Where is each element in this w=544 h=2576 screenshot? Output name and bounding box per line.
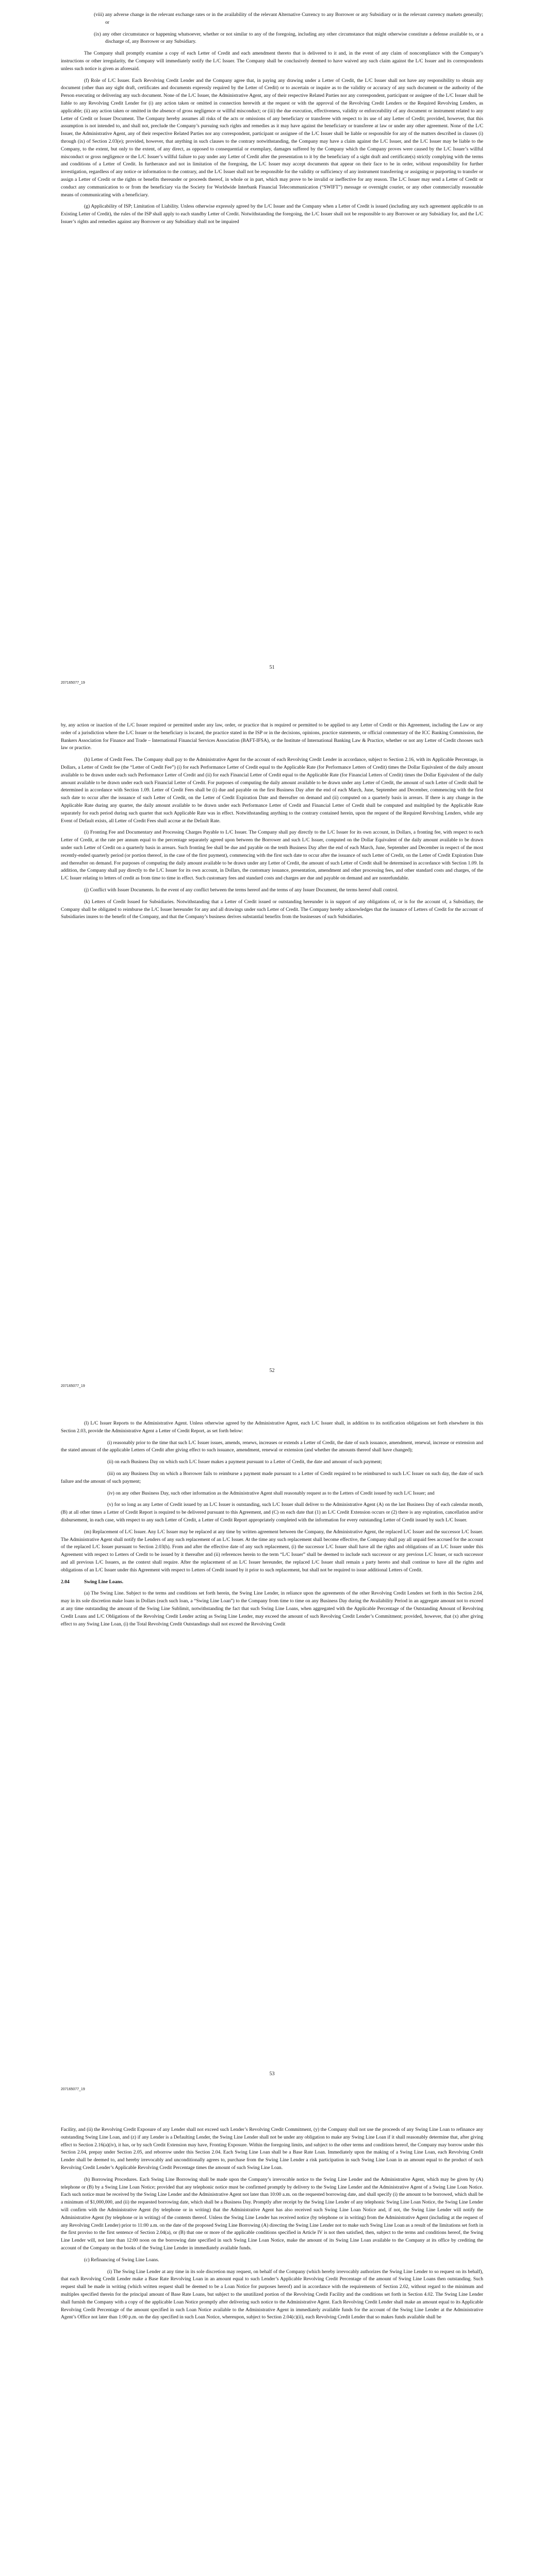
paragraph: (l) L/C Issuer Reports to the Administrative Agent. Unless otherwise agreed by the Administrative Agent, each L/C Issuer shall, in addition to its notification obligations set forth elsewhere in this Section 2.03, provide the Administrative Agent a Letter of Credit Report, as set forth below: — [61, 1420, 483, 1434]
page-body — [61, 11, 483, 230]
page-body — [61, 1420, 483, 1632]
paragraph: (m) Replacement of L/C Issuer. Any L/C Issuer may be replaced at any time by written agreement between the Company, the Administrative Agent, the replaced L/C Issuer and the successor L/C Issuer. The Administrative Agent shall notify the Lenders of any such replacement of an L/C Issuer. At the time any such replacement shall become effective, the Company shall pay all unpaid fees accrued for the account of the replaced L/C Issuer pursuant to Section 2.03(h). From and after the effective date of any such replacement, (i) the successor L/C Issuer shall have all the rights and obligations of an L/C Issuer under this Agreement with respect to Letters of Credit to be issued by it thereafter and (ii) references herein to the term “L/C Issuer” shall be deemed to include such successor or any previous L/C Issuer, or such successor and all previous L/C Issuers, as the context shall require. After the replacement of an L/C Issuer hereunder, the replaced L/C Issuer shall remain a party hereto and shall continue to have all the rights and obligations of an L/C Issuer under this Agreement with respect to Letters of Credit issued by it prior to such replacement, but shall not be required to issue additional Letters of Credit. — [61, 1529, 483, 1573]
page-number: 52 — [269, 1368, 275, 1374]
page-body — [61, 722, 483, 925]
paragraph: (iii) on any Business Day on which a Borrower fails to reimburse a payment made pursuant to a Letter of Credit required to be reimbursed to such L/C Issuer on such day, the date of such failure and the amount of such payment; — [61, 1470, 483, 1484]
page-body — [61, 2126, 483, 2326]
paragraph: (a) The Swing Line. Subject to the terms and conditions set forth herein, the Swing Line Lender, in reliance upon the agreements of the other Revolving Credit Lenders set forth in this Section 2.04, may in its sole discretion make loans in Dollars (each such loan, a “Swing Line Loan”) to the Company from time to time on any Business Day during the Availability Period in an aggregate amount not to exceed at any time outstanding the amount of the Swing Line Sublimit, notwithstanding the fact that such Swing Line Loans, when aggregated with the Applicable Percentage of the Outstanding Amount of Revolving Credit Loans and L/C Obligations of the Revolving Credit Lender acting as Swing Line Lender, may exceed the amount of such Revolving Credit Lender’s Commitment; provided, however, that (x) after giving effect to any Swing Line Loan, (i) the Total Revolving Credit Outstandings shall not exceed the Revolving Credit — [61, 1590, 483, 1627]
page-number: 51 — [269, 665, 275, 670]
paragraph: (ix) any other circumstance or happening whatsoever, whether or not similar to any of the foregoing, including any other circumstance that might otherwise constitute a defense available to, or a discharge of, any Borrower or any Subsidiary. — [94, 31, 483, 45]
page-52 — [0, 703, 544, 1406]
paragraph: (iv) on any other Business Day, such other information as the Administrative Agent shall reasonably request as to the Letters of Credit issued by such L/C Issuer; and — [107, 1490, 435, 1496]
paragraph: by, any action or inaction of the L/C Issuer required or permitted under any law, order, or practice that is required or permitted to be applied to any Letter of Credit or this Agreement, including the Law or any order of a jurisdiction where the L/C Issuer or the beneficiary is located, the practice stated in the ISP or in the decisions, opinions, practice statements, or official commentary of the ICC Banking Commission, the Bankers Association for Finance and Trade – International Financial Services Association (BAFT-IFSA), or the Institute of International Banking Law & Practice, whether or not any Letter of Credit chooses such law or practice. — [61, 722, 483, 751]
paragraph: (k) Letters of Credit Issued for Subsidiaries. Notwithstanding that a Letter of Credit issued or outstanding hereunder is in support of any obligations of, or is for the account of, a Subsidiary, the Company shall be obligated to reimburse the L/C Issuer hereunder for any and all drawings under such Letter of Credit. The Company hereby acknowledges that the issuance of Letters of Credit for the account of Subsidiaries inures to the benefit of the Company, and that the Company’s business derives substantial benefits from the businesses of such Subsidiaries. — [61, 899, 483, 920]
section-number: 2.04 — [61, 1579, 70, 1585]
document-id: 207165077_19 — [61, 1384, 85, 1388]
paragraph: (v) for so long as any Letter of Credit issued by an L/C Issuer is outstanding, such L/C Issuer shall deliver to the Administrative Agent (A) on the last Business Day of each calendar month, (B) at all other times a Letter of Credit Report is required to be delivered pursuant to this Agreement, and (C) on each date that (1) an L/C Credit Extension occurs or (2) there is any expiration, cancellation and/or disbursement, in each case, with respect to any such Letter of Credit, a Letter of Credit Report appropriately completed with the information for every outstanding Letter of Credit issued by such L/C Issuer. — [61, 1502, 483, 1523]
document-id: 207165077_19 — [61, 2088, 85, 2091]
paragraph: (i) Fronting Fee and Documentary and Processing Charges Payable to L/C Issuer. The Company shall pay directly to the L/C Issuer for its own account, in Dollars, a fronting fee, with respect to each Letter of Credit, at the rate per annum equal to the percentage separately agreed upon between the Borrower and such L/C Issuer, computed on the Dollar Equivalent of the daily amount available to be drawn under such Letter of Credit on a quarterly basis in arrears. Such fronting fee shall be due and payable on the tenth Business Day after the end of each March, June, September and December in respect of the most recently-ended quarterly period (or portion thereof, in the case of the first payment), commencing with the first such date to occur after the issuance of such Letter of Credit, on the Letter of Credit Expiration Date and thereafter on demand. For purposes of computing the daily amount available to be drawn under any Letter of Credit, the amount of such Letter of Credit shall be determined in accordance with Section 1.09. In addition, the Company shall pay directly to the L/C Issuer for its own account, in Dollars, the customary issuance, presentation, amendment and other processing fees, and other standard costs and charges, of the L/C Issuer relating to letters of credit as from time to time in effect. Such customary fees and standard costs and charges are due and payable on demand and are nonrefundable. — [61, 829, 483, 882]
page-51 — [0, 0, 544, 703]
page-54 — [0, 2110, 544, 2576]
section-title: Swing Line Loans. — [84, 1579, 123, 1585]
document-id: 207165077_19 — [61, 681, 85, 685]
page-number: 53 — [269, 2071, 275, 2077]
section-heading — [61, 1579, 483, 1586]
paragraph: The Company shall promptly examine a copy of each Letter of Credit and each amendment thereto that is delivered to it and, in the event of any claim of noncompliance with the Company’s instructions or other irregularity, the Company will immediately notify the L/C Issuer. The Company shall be conclusively deemed to have waived any such claim against the L/C Issuer and its correspondents unless such notice is given as aforesaid. — [61, 50, 483, 72]
paragraph: (h) Letter of Credit Fees. The Company shall pay to the Administrative Agent for the account of each Revolving Credit Lender in accordance, subject to Section 2.16, with its Applicable Percentage, in Dollars, a Letter of Credit fee (the “Letter of Credit Fee”) (i) for each Performance Letter of Credit equal to the Applicable Rate (for Performance Letters of Credit) times the Dollar Equivalent of the daily amount available to be drawn under each such Performance Letter of Credit and (ii) for each Financial Letter of Credit equal to the Applicable Rate (for Financial Letters of Credit) times the Dollar Equivalent of the daily amount available to be drawn under each such Financial Letter of Credit. For purposes of computing the daily amount available to be drawn under any Letter of Credit, the amount of such Letter of Credit shall be determined in accordance with Section 1.09. Letter of Credit Fees shall be (i) due and payable on the first Business Day after the end of each March, June, September and December, commencing with the first such date to occur after the issuance of such Letter of Credit, on the Letter of Credit Expiration Date and thereafter on demand and (ii) computed on a quarterly basis in arrears. If there is any change in the Applicable Rate during any quarter, the daily amount available to be drawn under each Performance Letter of Credit and Financial Letter of Credit shall be computed and multiplied by the Applicable Rate separately for each period during such quarter that such Applicable Rate was in effect. Notwithstanding anything to the contrary contained herein, upon the request of the Required Revolving Lenders, while any Event of Default exists, all Letter of Credit Fees shall accrue at the Default Rate. — [61, 757, 483, 824]
paragraph: Facility, and (ii) the Revolving Credit Exposure of any Lender shall not exceed such Lender’s Revolving Credit Commitment, (y) the Company shall not use the proceeds of any Swing Line Loan to refinance any outstanding Swing Line Loan, and (z) if any Lender is a Defaulting Lender, the Swing Line Lender shall not be under any obligation to make any Swing Line Loan if it shall reasonably determine that, after giving effect to Section 2.16(a)(iv), it has, or by such Credit Extension may have, Fronting Exposure. Within the foregoing limits, and subject to the other terms and conditions hereof, the Company may borrow under this Section 2.04, prepay under Section 2.05, and reborrow under this Section 2.04. Each Swing Line Loan shall be a Base Rate Loan. Immediately upon the making of a Swing Line Loan, each Revolving Credit Lender shall be deemed to, and hereby irrevocably and unconditionally agrees to, purchase from the Swing Line Lender a risk participation in such Swing Line Loan in an amount equal to the product of such Revolving Credit Lender’s Applicable Revolving Credit Percentage times the amount of such Swing Line Loan. — [61, 2127, 483, 2171]
paragraph: (ii) on each Business Day on which such L/C Issuer makes a payment pursuant to a Letter of Credit, the date and amount of such payment; — [107, 1459, 382, 1465]
page-53 — [0, 1406, 544, 2110]
paragraph: (i) The Swing Line Lender at any time in its sole discretion may request, on behalf of the Company (which hereby irrevocably authorizes the Swing Line Lender to so request on its behalf), that each Revolving Credit Lender make a Base Rate Revolving Loan in an amount equal to such Lender’s Applicable Revolving Credit Percentage of the amount of Swing Line Loans then outstanding. Such request shall be made in writing (which written request shall be deemed to be a Loan Notice for purposes hereof) and in accordance with the requirements of Section 2.02, without regard to the minimum and multiples specified therein for the principal amount of Base Rate Loans, but subject to the unutilized portion of the Revolving Credit Facility and the conditions set forth in Section 4.02. The Swing Line Lender shall furnish the Company with a copy of the applicable Loan Notice promptly after delivering such notice to the Administrative Agent. Each Revolving Credit Lender shall make an amount equal to its Applicable Revolving Credit Percentage of the amount specified in such Loan Notice available to the Administrative Agent in immediately available funds for the account of the Swing Line Lender at the Administrative Agent’s Office not later than 1:00 p.m. on the day specified in such Loan Notice, whereupon, subject to Section 2.04(c)(ii), each Revolving Credit Lender that so makes funds available shall be — [61, 2268, 483, 2320]
paragraph: (f) Role of L/C Issuer. Each Revolving Credit Lender and the Company agree that, in paying any drawing under a Letter of Credit, the L/C Issuer shall not have any responsibility to obtain any document (other than any sight draft, certificates and documents expressly required by the Letter of Credit) or to ascertain or inquire as to the validity or accuracy of any such document or the authority of the Person executing or delivering any such document. None of the L/C Issuer, the Administrative Agent, any of their respective Related Parties nor any correspondent, participant or assignee of the L/C Issuer shall be liable to any Revolving Credit Lender for (i) any action taken or omitted in connection herewith at the request or with the approval of the Revolving Credit Lenders or the Required Revolving Lenders, as applicable; (ii) any action taken or omitted in the absence of gross negligence or willful misconduct; or (iii) the due execution, effectiveness, validity or enforceability of any document or instrument related to any Letter of Credit or Issuer Document. The Company hereby assumes all risks of the acts or omissions of any beneficiary or transferee with respect to its use of any Letter of Credit; provided, however, that this assumption is not intended to, and shall not, preclude the Company’s pursuing such rights and remedies as it may have against the beneficiary or transferee at law or under any other agreement. None of the L/C Issuer, the Administrative Agent, any of their respective Related Parties nor any correspondent, participant or assignee of the L/C Issuer shall be liable or responsible for any of the matters described in clauses (i) through (ix) of Section 2.03(e); provided, however, that anything in such clauses to the contrary notwithstanding, the Company may have a claim against the L/C Issuer, and the L/C Issuer may be liable to the Company, to the extent, but only to the extent, of any direct, as opposed to consequential or exemplary, damages suffered by the Company which the Company proves were caused by the L/C Issuer’s willful misconduct or gross negligence or the L/C Issuer’s willful failure to pay under any Letter of Credit after the presentation to it by the beneficiary of a sight draft and certificate(s) strictly complying with the terms and conditions of a Letter of Credit. In furtherance and not in limitation of the foregoing, the L/C Issuer may accept documents that appear on their face to be in order, without responsibility for further investigation, regardless of any notice or information to the contrary, and the L/C Issuer shall not be responsible for the validity or sufficiency of any instrument transferring or assigning or purporting to transfer or assign a Letter of Credit or the rights or benefits thereunder or proceeds thereof, in whole or in part, which may prove to be invalid or ineffective for any reason. The L/C Issuer may send a Letter of Credit or conduct any communication to or from the beneficiary via the Society for Worldwide Interbank Financial Telecommunication (“SWIFT”) message or overnight courier, or any other commercially reasonable means of communicating with a beneficiary. — [61, 77, 483, 198]
paragraph: (i) reasonably prior to the time that such L/C Issuer issues, amends, renews, increases or extends a Letter of Credit, the date of such issuance, amendment, renewal, increase or extension and the stated amount of the applicable Letters of Credit after giving effect to such issuance, amendment, renewal or extension (and whether the amounts thereof shall have changed); — [61, 1439, 483, 1453]
paragraph: (b) Borrowing Procedures. Each Swing Line Borrowing shall be made upon the Company’s irrevocable notice to the Swing Line Lender and the Administrative Agent, which may be given by (A) telephone or (B) by a Swing Line Loan Notice; provided that any telephonic notice must be confirmed promptly by delivery to the Swing Line Lender and the Administrative Agent of a Swing Line Loan Notice. Each such notice must be received by the Swing Line Lender and the Administrative Agent not later than 10:00 a.m. on the requested borrowing date, and shall specify (i) the amount to be borrowed, which shall be a minimum of $1,000,000, and (ii) the requested borrowing date, which shall be a Business Day. Promptly after receipt by the Swing Line Lender of any telephonic Swing Line Loan Notice, the Swing Line Lender will confirm with the Administrative Agent (by telephone or in writing) that the Administrative Agent has also received such Swing Line Loan Notice and, if not, the Swing Line Lender will notify the Administrative Agent (by telephone or in writing) of the contents thereof. Unless the Swing Line Lender has received notice (by telephone or in writing) from the Administrative Agent (including at the request of any Revolving Credit Lender) prior to 11:00 a.m. on the date of the proposed Swing Line Borrowing (A) directing the Swing Line Lender not to make such Swing Line Loan as a result of the limitations set forth in the first proviso to the first sentence of Section 2.04(a), or (B) that one or more of the applicable conditions specified in Article IV is not then satisfied, then, subject to the terms and conditions hereof, the Swing Line Lender will, not later than 12:00 noon on the borrowing date specified in such Swing Line Loan Notice, make the amount of its Swing Line Loan available to the Company at its office by crediting the account of the Company on the books of the Swing Line Lender in immediately available funds. — [61, 2176, 483, 2251]
paragraph: (c) Refinancing of Swing Line Loans. — [84, 2257, 159, 2263]
paragraph: (viii) any adverse change in the relevant exchange rates or in the availability of the relevant Alternative Currency to any Borrower or any Subsidiary or in the relevant currency markets generally; or — [94, 12, 483, 25]
paragraph: (j) Conflict with Issuer Documents. In the event of any conflict between the terms hereof and the terms of any Issuer Document, the terms hereof shall control. — [84, 887, 399, 893]
paragraph: (g) Applicability of ISP; Limitation of Liability. Unless otherwise expressly agreed by the L/C Issuer and the Company when a Letter of Credit is issued (including any such agreement applicable to an Existing Letter of Credit), the rules of the ISP shall apply to each standby Letter of Credit. Notwithstanding the foregoing, the L/C Issuer shall not be responsible to any Borrower or any Subsidiary for, and the L/C Issuer’s rights and remedies against any Borrower or any Subsidiary shall not be impaired — [61, 204, 483, 225]
